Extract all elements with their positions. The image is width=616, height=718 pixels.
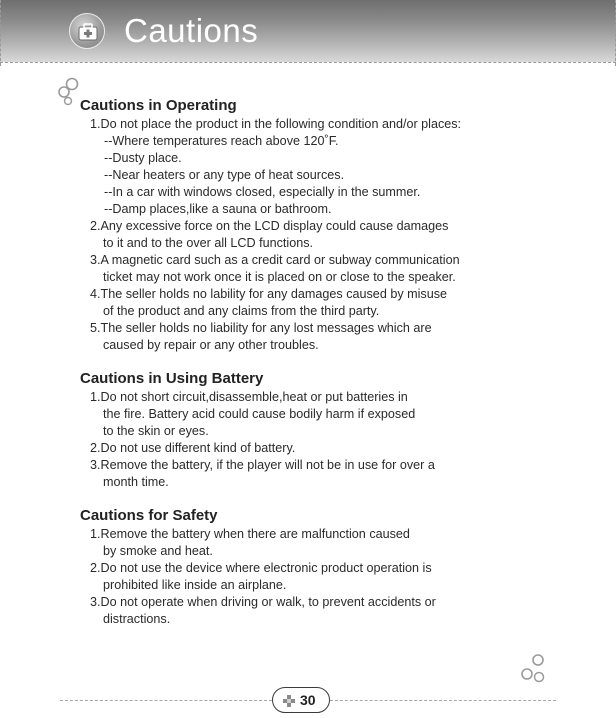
list-subitem: --In a car with windows closed, especially in the summer. [104,185,421,199]
list-subitem: --Where temperatures reach above 120˚F. [104,134,339,148]
list-item: 1.Remove the battery when there are malfunction caused [90,527,410,541]
list-item: 2.Any excessive force on the LCD display could cause damages [90,219,449,233]
list-item: 2.Do not use different kind of battery. [90,441,296,455]
header-dashed-rule [0,62,616,63]
list-item-continuation: to the skin or eyes. [103,424,209,438]
circles-ornament-icon [518,652,548,686]
list-item-continuation: caused by repair or any other troubles. [103,338,319,352]
page-number: 30 [300,692,316,708]
list-item-continuation: distractions. [103,612,171,626]
list-item-continuation: the fire. Battery acid could cause bodily harm if exposed [103,407,416,421]
section-heading: Cautions in Operating [80,97,237,114]
list-item-continuation: by smoke and heat. [103,544,213,558]
list-item: 4.The seller holds no lability for any damages caused by misuse [90,287,448,301]
list-item-continuation: prohibited like inside an airplane. [103,578,287,592]
section-safety [80,506,600,628]
section-battery [80,369,600,491]
caution-list [80,116,600,354]
list-subitem: --Dusty place. [104,151,182,165]
caution-list [80,389,600,491]
list-item: 1.Do not short circuit,disassemble,heat or put batteries in [90,390,408,404]
list-item: 1.Do not place the product in the following condition and/or places: [90,117,462,131]
list-item: 3.A magnetic card such as a credit card or subway communication [90,253,460,267]
title-badge [69,13,105,49]
list-item-continuation: month time. [103,475,169,489]
list-item-continuation: to it and to the over all LCD functions. [103,236,314,250]
left-dashed-edge [0,0,1,66]
list-item: 3.Remove the battery, if the player will not be in use for over a [90,458,435,472]
first-aid-kit-icon [77,21,99,43]
list-item-continuation: ticket may not work once it is placed on or close to the speaker. [103,270,456,284]
content [80,96,600,643]
list-item: 2.Do not use the device where electronic product operation is [90,561,432,575]
page-title: Cautions [124,12,259,49]
list-subitem: --Damp places,like a sauna or bathroom. [104,202,332,216]
list-item: 3.Do not operate when driving or walk, to prevent accidents or [90,595,436,609]
page-number-badge [272,687,330,713]
section-operating [80,96,600,354]
footer-dashed-line [60,700,272,701]
plus-cross-icon [282,694,296,708]
footer-dashed-line [330,700,556,701]
caution-list [80,526,600,628]
section-heading: Cautions in Using Battery [80,370,264,387]
list-item: 5.The seller holds no liability for any lost messages which are [90,321,432,335]
section-heading: Cautions for Safety [80,507,218,524]
list-item-continuation: of the product and any claims from the third party. [103,304,380,318]
list-subitem: --Near heaters or any type of heat sources. [104,168,345,182]
